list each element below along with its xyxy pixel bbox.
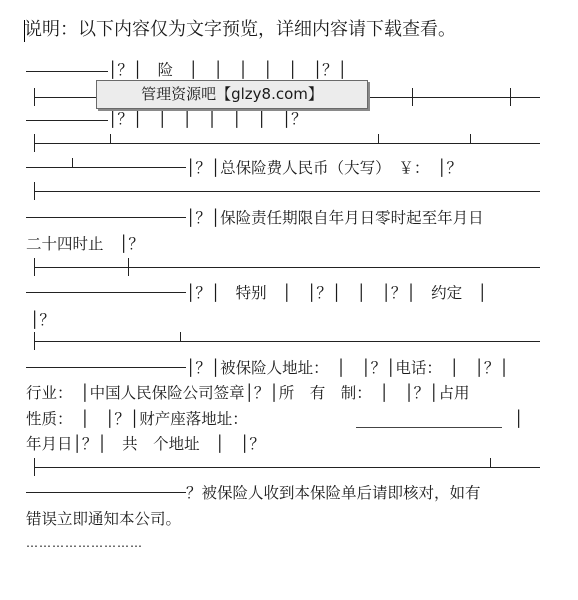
table-row-text: │？│ │ │ │ │ │ │？ xyxy=(108,110,307,128)
table-tick xyxy=(34,182,35,200)
address-blank-underline xyxy=(356,427,502,428)
table-rule xyxy=(34,341,540,342)
table-rule xyxy=(26,217,186,218)
table-tick xyxy=(510,88,511,106)
table-rule xyxy=(26,492,186,493)
table-tick xyxy=(34,88,35,106)
table-tick xyxy=(490,458,491,468)
preview-notice: 说明：以下内容仅为文字预览，详细内容请下载查看。 xyxy=(24,19,456,40)
table-rule xyxy=(34,467,540,468)
total-premium-line: │？│总保险费人民币（大写） ￥： │？ xyxy=(186,159,462,177)
table-tick xyxy=(34,458,35,476)
table-rule xyxy=(26,292,186,293)
insurance-period-line-cont: 二十四时止 │？ xyxy=(26,235,144,253)
table-tick xyxy=(412,88,413,106)
table-tick xyxy=(180,332,181,342)
table-tick xyxy=(34,134,35,152)
table-tick xyxy=(470,134,471,144)
watermark-banner: 管理资源吧【glzy8.com】 xyxy=(96,80,368,109)
date-line: 年月日│？│ 共 个地址 │ │？ xyxy=(26,435,265,453)
table-rule xyxy=(26,367,186,368)
property-nature-line: 性质： │ │？│财产座落地址： xyxy=(26,410,248,428)
industry-line: 行业： │中国人民保险公司签章│？│所 有 制： │ │？│占用 xyxy=(26,384,470,402)
table-rule xyxy=(26,71,108,72)
special-agreement-line: │？│ 特别 │ │？│ │ │？│ 约定 │ xyxy=(186,284,487,302)
table-rule xyxy=(26,120,108,121)
special-agreement-line-cont: │？ xyxy=(30,311,55,329)
table-rule xyxy=(26,167,186,168)
table-tick xyxy=(72,158,73,168)
ellipsis-dots: ……………………… xyxy=(26,536,143,550)
footer-note: ？被保险人收到本保险单后请即核对，如有 xyxy=(186,484,481,502)
table-rule xyxy=(34,191,540,192)
property-nature-end: │ xyxy=(514,410,524,428)
footer-note-cont: 错误立即通知本公司。 xyxy=(26,510,182,528)
table-tick xyxy=(128,258,129,276)
table-row-text: │？│ 险 │ │ │ │ │ │？│ xyxy=(108,61,347,79)
table-rule xyxy=(34,267,540,268)
table-tick xyxy=(34,332,35,350)
insurance-period-line: │？│保险责任期限自年月日零时起至年月日 xyxy=(186,209,484,227)
table-tick xyxy=(378,134,379,144)
insured-address-line: │？│被保险人地址： │ │？│电话： │ │？│ xyxy=(186,359,509,377)
table-tick xyxy=(110,134,111,144)
table-tick xyxy=(34,258,35,276)
